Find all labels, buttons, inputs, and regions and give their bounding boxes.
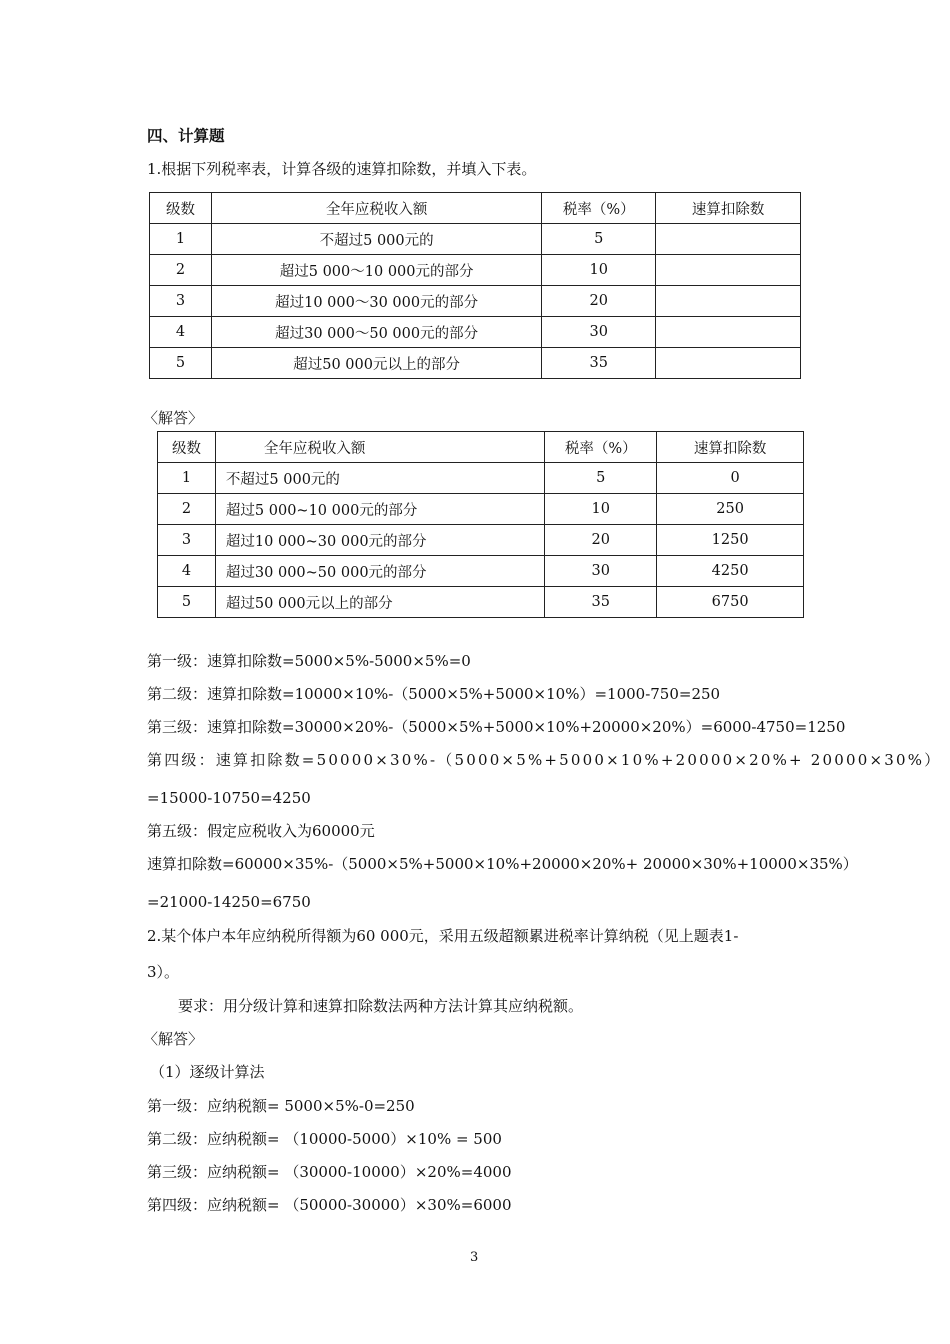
cell-deduction: 1250 [657,525,804,556]
cell-income: 不超过5 000元的 [215,463,544,494]
tax-line-2: 第二级：应纳税额= （10000-5000）×10% = 500 [147,1130,502,1148]
cell-rate: 10 [542,255,656,286]
table-header-row [158,432,804,463]
cell-deduction: 4250 [657,556,804,587]
table-row [150,255,801,286]
cell-deduction [656,255,801,286]
cell-income: 超过50 000元以上的部分 [215,587,544,618]
cell-income: 超过10 000~30 000元的部分 [215,525,544,556]
method-1-title: （1）逐级计算法 [150,1063,265,1081]
cell-deduction: 6750 [657,587,804,618]
calc-line-3: 第三级：速算扣除数=30000×20%-（5000×5%+5000×10%+20000×20%）=6000-4750=1250 [147,718,846,736]
cell-rate: 30 [542,317,656,348]
cell-rate: 5 [545,463,657,494]
cell-level: 4 [150,317,212,348]
calc-line-5-result: =21000-14250=6750 [147,893,311,911]
tax-line-1: 第一级：应纳税额= 5000×5%-0=250 [147,1097,415,1115]
cell-level: 1 [158,463,216,494]
cell-income: 超过30 000～50 000元的部分 [211,317,541,348]
table-row [158,556,804,587]
table-header-row [150,193,801,224]
cell-income: 超过50 000元以上的部分 [211,348,541,379]
cell-level: 2 [158,494,216,525]
cell-deduction: 250 [657,494,804,525]
header-level: 级数 [150,193,212,224]
cell-deduction: 0 [657,463,804,494]
header-deduction: 速算扣除数 [657,432,804,463]
cell-level: 3 [158,525,216,556]
cell-income: 超过10 000～30 000元的部分 [211,286,541,317]
question-2-text-cont: 3）。 [147,963,180,981]
table-row [150,224,801,255]
cell-income: 超过5 000～10 000元的部分 [211,255,541,286]
cell-income: 超过30 000~50 000元的部分 [215,556,544,587]
table-row [150,348,801,379]
calc-line-5-formula: 速算扣除数=60000×35%-（5000×5%+5000×10%+20000×20%+ 20000×30%+10000×35%） [147,855,858,873]
cell-deduction [656,286,801,317]
cell-rate: 10 [545,494,657,525]
cell-rate: 35 [542,348,656,379]
page-number: 3 [470,1250,479,1265]
cell-rate: 35 [545,587,657,618]
table-row [150,317,801,348]
cell-deduction [656,348,801,379]
tax-line-4: 第四级：应纳税额= （50000-30000）×30%=6000 [147,1196,512,1214]
calc-line-5: 第五级：假定应税收入为60000元 [147,822,375,840]
table-row [158,525,804,556]
requirement-text: 要求：用分级计算和速算扣除数法两种方法计算其应纳税额。 [178,997,584,1015]
cell-rate: 30 [545,556,657,587]
cell-income: 不超过5 000元的 [211,224,541,255]
question-1-text: 1.根据下列税率表，计算各级的速算扣除数，并填入下表。 [147,160,537,178]
table-row [150,286,801,317]
cell-deduction [656,317,801,348]
header-level: 级数 [158,432,216,463]
question-2-text: 2.某个体户本年应纳税所得额为60 000元，采用五级超额累进税率计算纳税（见上题表1- [147,927,739,945]
cell-income: 超过5 000~10 000元的部分 [215,494,544,525]
calc-line-4-result: =15000-10750=4250 [147,789,311,807]
cell-level: 5 [150,348,212,379]
cell-deduction [656,224,801,255]
table-row [158,587,804,618]
cell-level: 1 [150,224,212,255]
header-income: 全年应税收入额 [215,432,544,463]
cell-level: 4 [158,556,216,587]
header-rate: 税率（%） [542,193,656,224]
answer-label-2: 〈解答〉 [143,1030,204,1048]
table-row [158,463,804,494]
cell-level: 3 [150,286,212,317]
tax-line-3: 第三级：应纳税额= （30000-10000）×20%=4000 [147,1163,512,1181]
cell-rate: 20 [542,286,656,317]
header-deduction: 速算扣除数 [656,193,801,224]
section-title: 四、计算题 [147,126,225,145]
answer-label: 〈解答〉 [143,409,204,427]
header-income: 全年应税收入额 [211,193,541,224]
calc-line-1: 第一级：速算扣除数=5000×5%-5000×5%=0 [147,652,471,670]
cell-rate: 20 [545,525,657,556]
cell-rate: 5 [542,224,656,255]
header-rate: 税率（%） [545,432,657,463]
calc-line-4: 第四级：速算扣除数=50000×30%-（5000×5%+5000×10%+20000×20%+ 20000×30%） [147,751,942,769]
tax-rate-table [149,192,801,379]
answer-table [157,431,804,618]
table-row [158,494,804,525]
calc-line-2: 第二级：速算扣除数=10000×10%-（5000×5%+5000×10%）=1000-750=250 [147,685,721,703]
cell-level: 2 [150,255,212,286]
cell-level: 5 [158,587,216,618]
